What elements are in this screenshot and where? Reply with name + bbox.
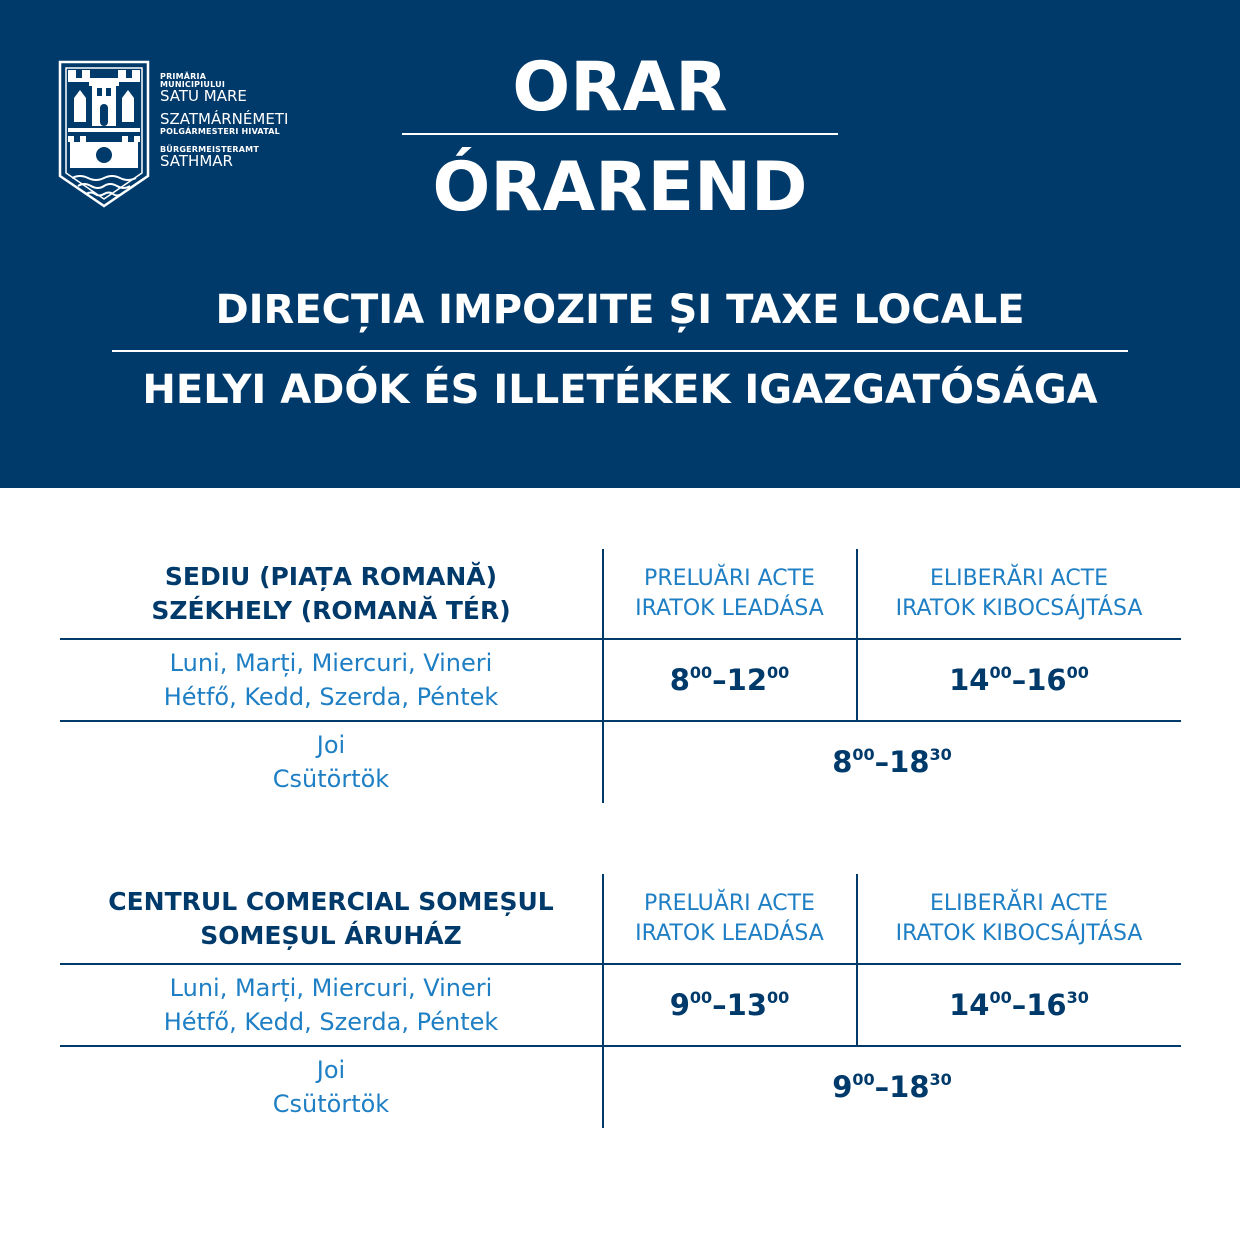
logo-line-satu-mare: SATU MARE [160,87,247,105]
release-label-hu: IRATOK KIBOCSÁJTÁSA [895,595,1143,621]
department-romanian: DIRECȚIA IMPOZITE ȘI TAXE LOCALE [215,287,1025,333]
title-hungarian: ÓRAREND [432,148,808,227]
thursday-hours: $9^{00}-18^{30}$ [832,1070,952,1104]
thursday-hu: Csütörtök [272,1090,390,1118]
weekdays-label [60,964,602,1045]
thursday-hu: Csütörtök [272,765,390,793]
logo-line-szatmarnemeti: SZATMÁRNÉMETI [160,110,289,128]
intake-hours-weekdays: $9^{00}-13^{00}$ [669,987,790,1022]
column-header-intake [603,549,856,638]
weekdays-hu: Hétfő, Kedd, Szerda, Péntek [163,682,499,711]
column-divider [602,874,604,1128]
column-header-release [857,874,1181,963]
column-divider [856,874,858,1045]
location-name-hu: SOMEȘUL ÁRUHÁZ [200,920,462,950]
location-header [60,874,602,963]
city-coat-of-arms-icon [56,58,152,210]
logo-line-sathmar: SATHMAR [160,152,233,170]
column-header-intake [603,874,856,963]
logo-line-municipiului: MUNICIPIULUI [160,80,225,89]
weekdays-label [60,639,602,720]
department-hungarian: HELYI ADÓK ÉS ILLETÉKEK IGAZGATÓSÁGA [142,367,1098,413]
title-romanian: ORAR [512,48,728,127]
thursday-label [60,1046,602,1128]
department-divider [112,350,1128,352]
release-hours-weekdays: $14^{00}-16^{00}$ [949,662,1089,697]
logo-line-burgermeisteramt: BÜRGERMEISTERAMT [160,145,260,154]
logo-line-primaria: PRIMĂRIA [160,72,207,81]
title-divider [402,133,838,135]
intake-label-ro: PRELUĂRI ACTE [644,890,815,916]
logo-line-polgarmesteri: POLGÁRMESTERI HIVATAL [160,127,280,136]
column-header-release [857,549,1181,638]
logo-wordmark [160,73,288,173]
release-label-ro: ELIBERĂRI ACTE [929,565,1109,591]
header-banner [0,0,1240,488]
column-divider [856,549,858,720]
release-hours-weekdays: $14^{00}-16^{30}$ [949,987,1089,1022]
location-name-ro: SEDIU (PIAȚA ROMANĂ) [164,561,498,591]
intake-label-ro: PRELUĂRI ACTE [644,565,815,591]
thursday-ro: Joi [316,1056,346,1084]
weekdays-ro: Luni, Marți, Miercuri, Vineri [169,973,493,1002]
release-label-ro: ELIBERĂRI ACTE [929,890,1109,916]
intake-hours-weekdays: $8^{00}-12^{00}$ [669,662,790,697]
intake-label-hu: IRATOK LEADÁSA [635,920,824,946]
location-name-hu: SZÉKHELY (ROMANĂ TÉR) [151,595,511,625]
thursday-ro: Joi [316,731,346,759]
location-header [60,549,602,638]
intake-label-hu: IRATOK LEADÁSA [635,595,824,621]
location-name-ro: CENTRUL COMERCIAL SOMEȘUL [108,886,554,916]
weekdays-hu: Hétfő, Kedd, Szerda, Péntek [163,1007,499,1036]
schedule-table-headquarters [60,549,1181,803]
schedule-table-somesul [60,874,1181,1128]
weekdays-ro: Luni, Marți, Miercuri, Vineri [169,648,493,677]
release-label-hu: IRATOK KIBOCSÁJTÁSA [895,920,1143,946]
thursday-label [60,721,602,803]
column-divider [602,549,604,803]
thursday-hours: $8^{00}-18^{30}$ [832,745,952,779]
